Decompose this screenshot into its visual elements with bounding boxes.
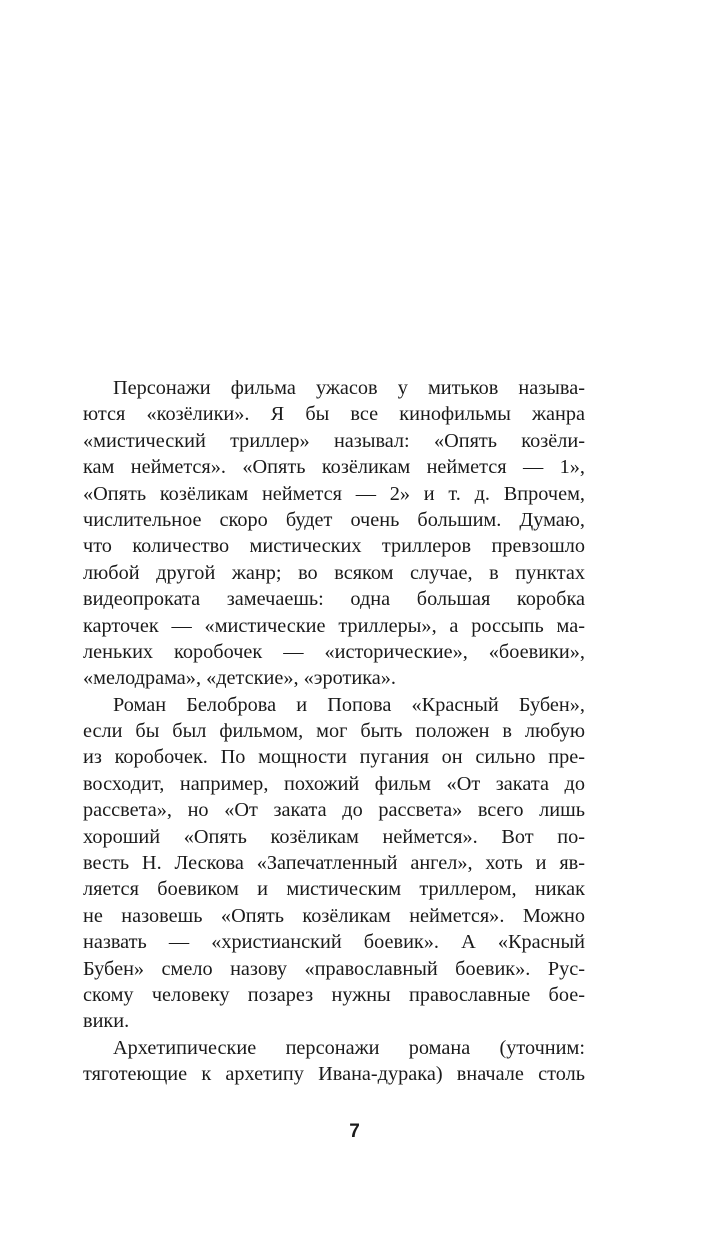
paragraph-3 [83,1035,585,1088]
text-line: весть Н. Лескова «Запечатленный ангел», хоть и яв- [83,852,585,875]
text-line: восходит, например, похожий фильм «От заката до [83,772,585,795]
text-line: если бы был фильмом, мог быть положен в любую [83,720,585,743]
text-line: Архетипические персонажи романа (уточним: [113,1036,585,1059]
text-line: числительное скоро будет очень большим. Думаю, [83,508,585,531]
text-line: «мистический триллер» называл: «Опять козёли- [83,429,585,452]
text-line: «Опять козёликам неймется — 2» и т. д. Впрочем, [83,482,585,505]
page-number: 7 [349,1121,360,1142]
text-line: ются «козёлики». Я бы все кинофильмы жанра [83,403,585,426]
text-line: из коробочек. По мощности пугания он сильно пре- [83,746,585,769]
text-line: назвать — «христианский боевик». А «Красный [83,931,585,954]
text-line: Бубен» смело назову «православный боевик». Рус- [83,957,585,980]
text-line: «мелодрама», «детские», «эротика». [83,667,396,690]
paragraph-1 [83,375,585,692]
text-line: тяготеющие к архетипу Ивана-дурака) вначале столь [83,1063,585,1086]
body-text [83,375,585,1088]
text-line: ляется боевиком и мистическим триллером, никак [83,878,585,901]
text-line: леньких коробочек — «исторические», «боевики», [83,640,585,663]
text-line: что количество мистических триллеров превзошло [83,535,585,558]
text-line: хороший «Опять козёликам неймется». Вот по- [83,825,585,848]
text-line: вики. [83,1010,130,1033]
text-line: не назовешь «Опять козёликам неймется». Можно [83,904,585,927]
text-line: Персонажи фильма ужасов у митьков называ- [113,377,585,399]
text-line: скому человеку позарез нужны православные бое- [83,983,585,1006]
text-line: видеопроката замечаешь: одна большая коробка [83,588,585,611]
text-line: карточек — «мистические триллеры», а россыпь ма- [83,614,585,637]
text-line: Роман Белоброва и Попова «Красный Бубен», [113,693,585,716]
paragraph-2 [83,692,585,1035]
text-line: любой другой жанр; во всяком случае, в пунктах [83,561,585,584]
text-line: рассвета», но «От заката до рассвета» всего лишь [83,799,585,822]
text-line: кам неймется». «Опять козёликам неймется — 1», [83,456,585,479]
